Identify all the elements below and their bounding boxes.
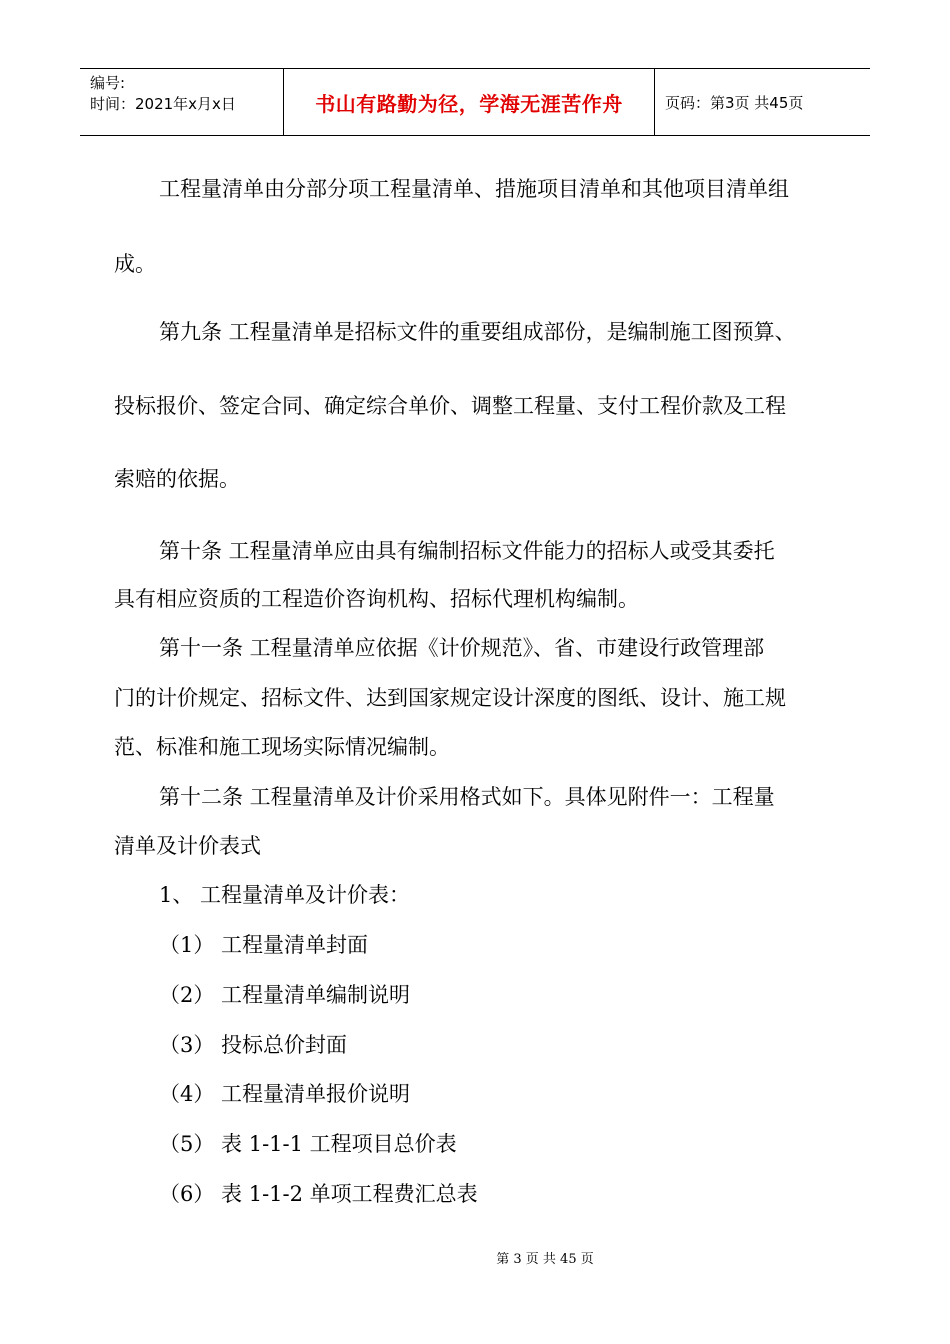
paragraph-line: 第九条 工程量清单是招标文件的重要组成部份，是编制施工图预算、 bbox=[159, 320, 796, 344]
paragraph-line: 工程量清单由分部分项工程量清单、措施项目清单和其他项目清单组 bbox=[159, 177, 789, 201]
list-item: （3） 投标总价封面 bbox=[159, 1033, 348, 1057]
paragraph-line: 范、标准和施工现场实际情况编制。 bbox=[114, 735, 450, 759]
list-item: 1、 工程量清单及计价表： bbox=[159, 883, 411, 907]
list-item: （2） 工程量清单编制说明 bbox=[159, 983, 411, 1007]
page-footer bbox=[0, 1248, 950, 1267]
paragraph-line: 投标报价、签定合同、确定综合单价、调整工程量、支付工程价款及工程 bbox=[114, 394, 786, 418]
paragraph-line: 门的计价规定、招标文件、达到国家规定设计深度的图纸、设计、施工规 bbox=[114, 686, 786, 710]
paragraph-line: 成。 bbox=[114, 252, 156, 276]
paragraph-line: 第十二条 工程量清单及计价采用格式如下。具体见附件一：工程量 bbox=[159, 785, 775, 809]
paragraph-line: 第十条 工程量清单应由具有编制招标文件能力的招标人或受其委托 bbox=[159, 539, 775, 563]
list-item: （1） 工程量清单封面 bbox=[159, 933, 369, 957]
header-page-info: 页码：第3页 共45页 bbox=[665, 93, 804, 112]
list-item: （6） 表 1-1-2 单项工程费汇总表 bbox=[159, 1182, 478, 1206]
list-item: （5） 表 1-1-1 工程项目总价表 bbox=[159, 1132, 457, 1156]
document-header bbox=[80, 68, 870, 136]
list-item: （4） 工程量清单报价说明 bbox=[159, 1082, 411, 1106]
header-motto: 书山有路勤为径，学海无涯苦作舟 bbox=[283, 69, 655, 135]
header-meta bbox=[80, 69, 283, 135]
paragraph-line: 索赔的依据。 bbox=[114, 467, 240, 491]
paragraph-line: 清单及计价表式 bbox=[114, 834, 261, 858]
document-number-label: 编号: bbox=[90, 74, 126, 92]
paragraph-line: 第十一条 工程量清单应依据《计价规范》、省、市建设行政管理部 bbox=[159, 636, 765, 660]
footer-page-number: 第 3 页 共 45 页 bbox=[496, 1252, 594, 1267]
document-date: 时间：2021年x月x日 bbox=[90, 95, 236, 113]
paragraph-line: 具有相应资质的工程造价咨询机构、招标代理机构编制。 bbox=[114, 587, 639, 611]
